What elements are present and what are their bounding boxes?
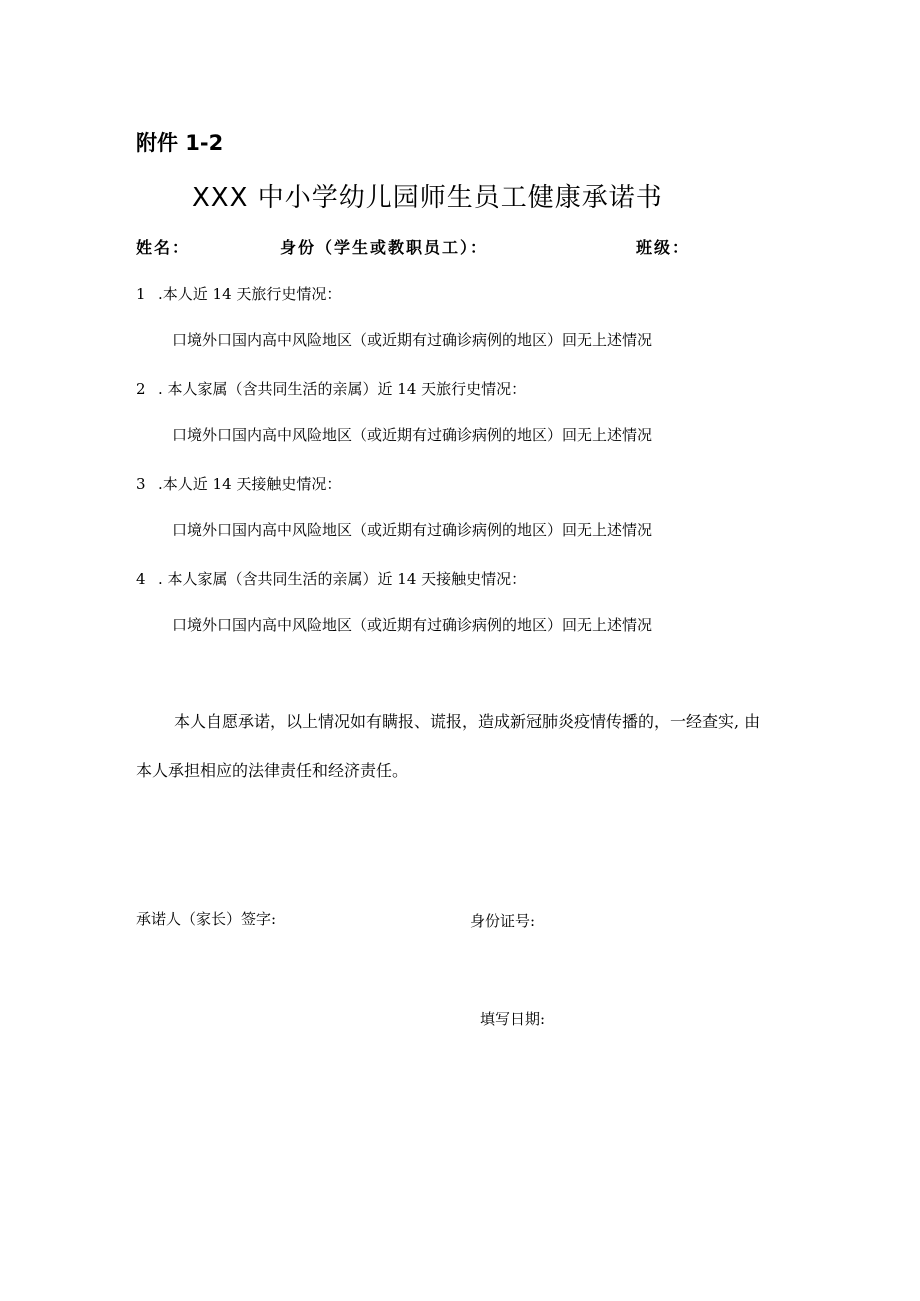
id-number-label: 身份证号:: [470, 912, 536, 930]
section-4-number: 4: [136, 570, 146, 588]
section-2-question: [136, 382, 526, 397]
identity-field-label: 身份（学生或教职员工）：: [280, 238, 489, 257]
date-label: 填写日期:: [480, 1010, 546, 1028]
section-2-options: 口境外口国内高中风险地区（或近期有过确诊病例的地区）回无上述情况: [172, 426, 653, 444]
section-3-question-text: .本人近 14 天接触史情况：: [158, 475, 342, 493]
class-field-label: 班级：: [636, 238, 691, 257]
document-title: XXX 中小学幼儿园师生员工健康承诺书: [192, 183, 663, 213]
attachment-label: 附件 1-2: [136, 131, 224, 155]
name-field-label: 姓名：: [136, 238, 191, 257]
section-4-question-text: . 本人家属（含共同生活的亲属）近 14 天接触史情况：: [158, 570, 527, 588]
section-3-number: 3: [136, 475, 146, 493]
section-1-question: [136, 287, 341, 302]
section-2-number: 2: [136, 380, 146, 398]
section-3-options: 口境外口国内高中风险地区（或近期有过确诊病例的地区）回无上述情况: [172, 521, 653, 539]
section-1-question-text: .本人近 14 天旅行史情况：: [158, 285, 342, 303]
section-1-number: 1: [136, 285, 146, 303]
section-3-question: [136, 477, 341, 492]
section-4-options: 口境外口国内高中风险地区（或近期有过确诊病例的地区）回无上述情况: [172, 616, 653, 634]
section-4-question: [136, 572, 526, 587]
section-2-question-text: . 本人家属（含共同生活的亲属）近 14 天旅行史情况：: [158, 380, 527, 398]
section-1-options: 口境外口国内高中风险地区（或近期有过确诊病例的地区）回无上述情况: [172, 331, 653, 349]
pledge-line-2: 本人承担相应的法律责任和经济责任。: [136, 761, 409, 780]
pledge-line-1: 本人自愿承诺，以上情况如有瞒报、谎报，造成新冠肺炎疫情传播的，一经查实, 由: [174, 712, 761, 731]
signer-label: 承诺人（家长）签字:: [136, 910, 277, 928]
